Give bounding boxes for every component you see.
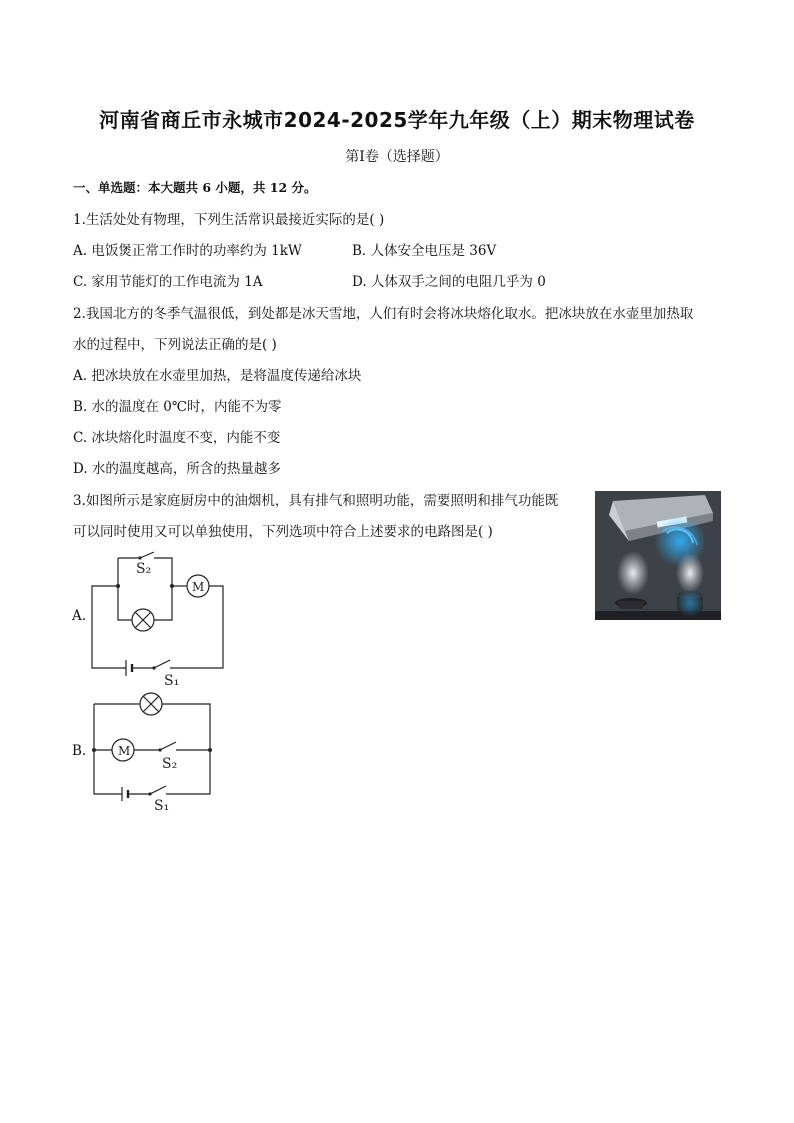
switch-s1-blade xyxy=(150,786,166,794)
motor-label: M xyxy=(118,744,131,758)
circuit-b-diagram xyxy=(88,690,218,815)
page-title: 河南省商丘市永城市2024-2025学年九年级（上）期末物理试卷 xyxy=(99,108,695,132)
switch-s2-label: S₂ xyxy=(136,561,152,577)
switch-s1-label: S₁ xyxy=(154,798,170,814)
switch-s2-blade xyxy=(160,742,176,750)
switch-s2-label: S₂ xyxy=(162,756,178,772)
volume-subtitle: 第Ⅰ卷（选择题） xyxy=(345,149,449,165)
q1-option-b: B. 人体安全电压是 36V xyxy=(352,243,497,259)
circuit-a-label: A. xyxy=(72,608,87,624)
switch-s1-blade xyxy=(154,660,170,668)
motor-label: M xyxy=(192,580,205,594)
q1-option-d: D. 人体双手之间的电阻几乎为 0 xyxy=(352,274,546,290)
range-hood-illustration xyxy=(595,491,721,620)
q2-option-b: B. 水的温度在 0℃时，内能不为零 xyxy=(73,399,282,415)
range-hood-photo xyxy=(595,491,721,620)
switch-s1-label: S₁ xyxy=(164,673,180,688)
q2-option-d: D. 水的温度越高，所含的热量越多 xyxy=(73,461,281,477)
q2-stem-line1: 2.我国北方的冬季气温很低，到处都是冰天雪地，人们有时会将冰块熔化取水。把冰块放在水壶里加热取 xyxy=(73,306,694,322)
circuit-b-label: B. xyxy=(72,743,87,759)
q3-stem-line1: 3.如图所示是家庭厨房中的油烟机，具有排气和照明功能，需要照明和排气功能既 xyxy=(73,493,559,509)
switch-s2-blade xyxy=(140,552,154,558)
q1-option-a: A. 电饭煲正常工作时的功率约为 1kW xyxy=(73,243,302,259)
q3-stem-line2: 可以同时使用又可以单独使用，下列选项中符合上述要求的电路图是( ) xyxy=(73,524,493,540)
q1-option-c: C. 家用节能灯的工作电流为 1A xyxy=(73,274,263,290)
q2-option-a: A. 把冰块放在水壶里加热，是将温度传递给冰块 xyxy=(73,368,362,384)
section-heading: 一、单选题：本大题共 6 小题，共 12 分。 xyxy=(73,180,317,195)
q1-stem: 1.生活处处有物理，下列生活常识最接近实际的是( ) xyxy=(73,212,385,228)
circuit-a-diagram xyxy=(88,548,233,688)
q2-stem-line2: 水的过程中，下列说法正确的是( ) xyxy=(73,337,277,353)
q2-option-c: C. 冰块熔化时温度不变，内能不变 xyxy=(73,430,281,446)
